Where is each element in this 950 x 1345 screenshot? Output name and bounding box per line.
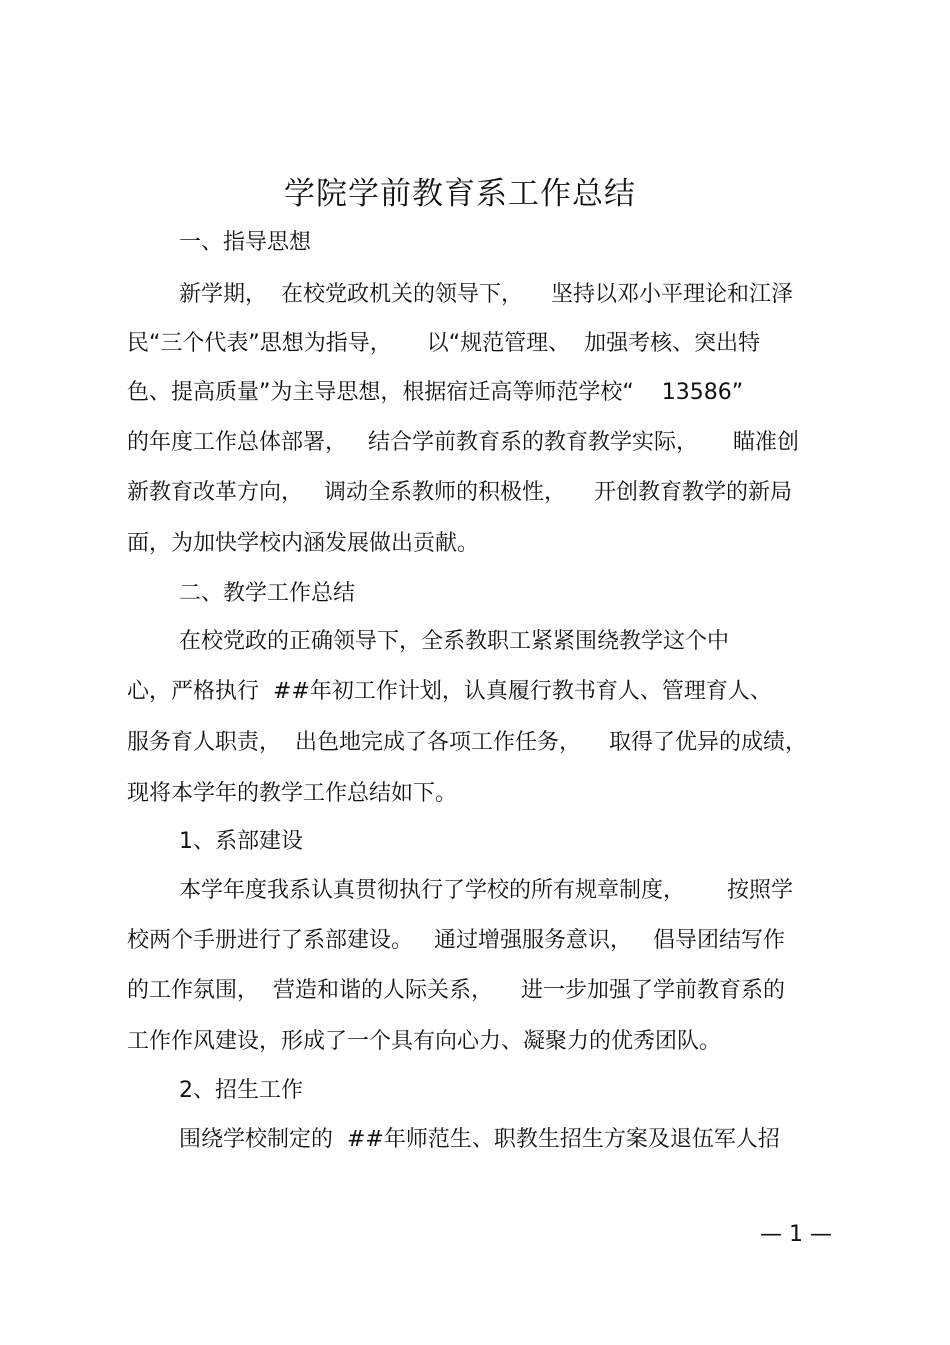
section-heading-teaching-summary: 二、教学工作总结 (179, 581, 356, 606)
paragraph-line: 服务育人职责， 出色地完成了各项工作任务， 取得了优异的成绩， (127, 730, 807, 755)
paragraph-line: 现将本学年的教学工作总结如下。 (127, 781, 458, 806)
paragraph-line: 围绕学校制定的 ##年师范生、职教生招生方案及退伍军人招 (179, 1127, 780, 1152)
paragraph-line: 的工作氛围， 营造和谐的人际关系， 进一步加强了学前教育系的 (127, 978, 785, 1003)
paragraph-line: 校两个手册进行了系部建设。 通过增强服务意识， 倡导团结写作 (127, 928, 785, 953)
paragraph-line: 面，为加快学校内涵发展做出贡献。 (127, 531, 480, 556)
paragraph-line: 新教育改革方向， 调动全系教师的积极性， 开创教育教学的新局 (127, 480, 792, 505)
paragraph-line: 民“三个代表”思想为指导， 以“规范管理、 加强考核、突出特 (127, 331, 761, 356)
page-number: — 1 — (760, 1222, 832, 1247)
section-heading-guiding-thought: 一、指导思想 (179, 230, 312, 255)
paragraph-line: 的年度工作总体部署， 结合学前教育系的教育教学实际， 瞄准创 (127, 430, 799, 455)
subsection-heading-department-building: 1、系部建设 (179, 829, 303, 854)
paragraph-line: 心，严格执行 ##年初工作计划，认真履行教书育人、管理育人、 (127, 679, 772, 704)
paragraph-line: 工作作风建设，形成了一个具有向心力、凝聚力的优秀团队。 (127, 1029, 722, 1054)
document-title: 学院学前教育系工作总结 (284, 176, 636, 212)
paragraph-line: 色、提高质量”为主导思想，根据宿迁高等师范学校“ 13586” (127, 380, 744, 405)
paragraph-line: 本学年度我系认真贯彻执行了学校的所有规章制度， 按照学 (179, 878, 793, 903)
paragraph-line: 在校党政的正确领导下，全系教职工紧紧围绕教学这个中 (179, 629, 730, 654)
subsection-heading-enrollment: 2、招生工作 (179, 1078, 303, 1103)
paragraph-line: 新学期， 在校党政机关的领导下， 坚持以邓小平理论和江泽 (179, 282, 793, 307)
